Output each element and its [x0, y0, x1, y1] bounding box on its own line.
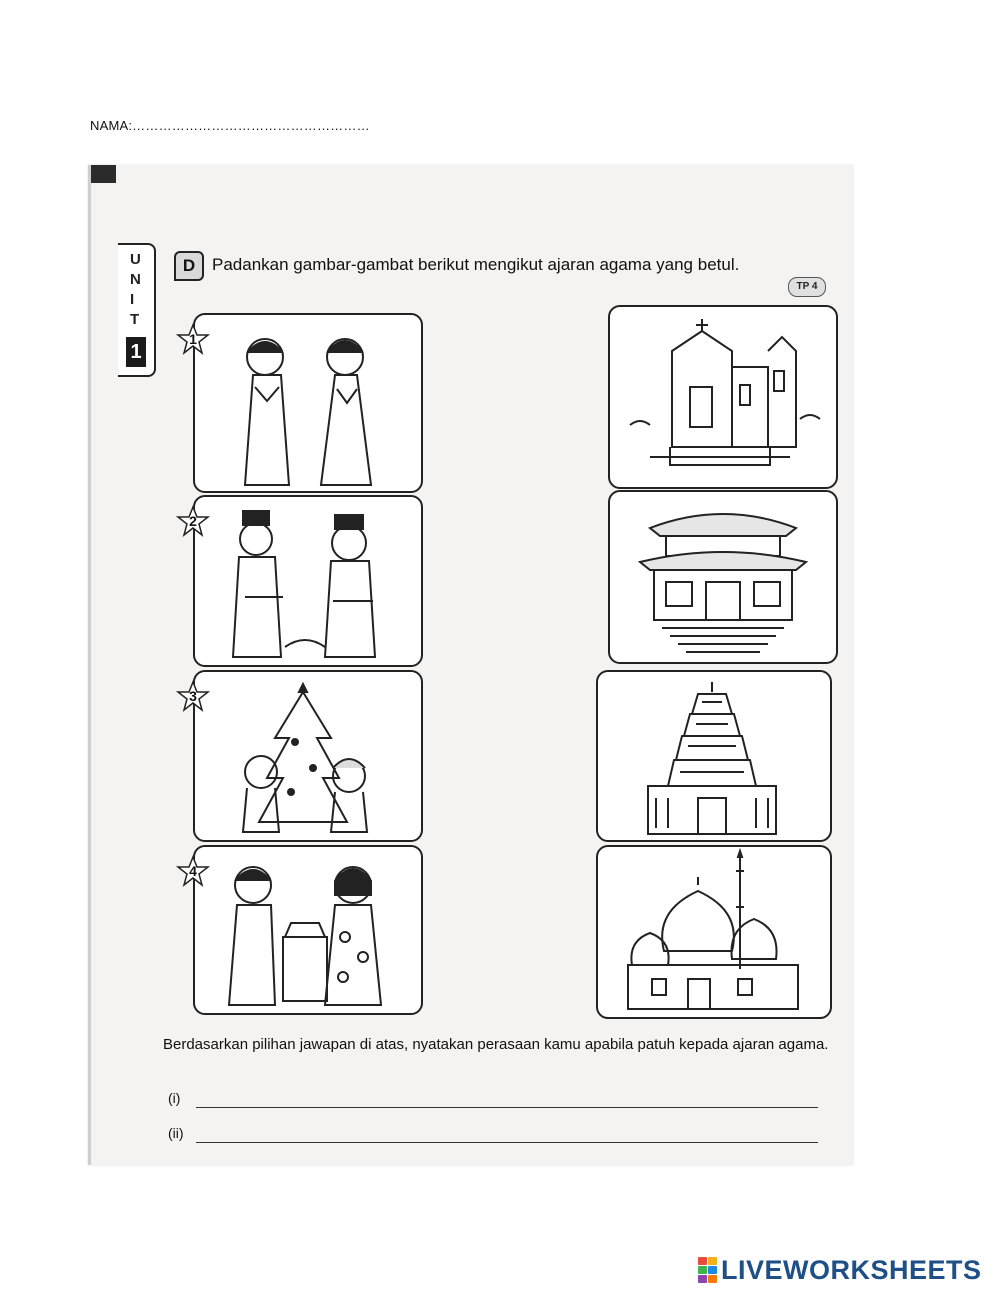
church-illustration [610, 307, 836, 487]
number-label: 3 [189, 688, 197, 704]
number-label: 1 [189, 331, 197, 347]
picture-card-christmas[interactable] [193, 670, 423, 842]
number-star-4 [176, 855, 210, 889]
boys-greeting-illustration [195, 497, 421, 665]
liveworksheets-logo [698, 1256, 982, 1284]
chinese-temple-illustration [610, 492, 836, 662]
picture-card-children-gift[interactable] [193, 845, 423, 1015]
question-text: Berdasarkan pilihan jawapan di atas, nyatakan perasaan kamu apabila patuh kepada ajaran agama. [163, 1036, 829, 1053]
picture-card-mosque[interactable] [596, 845, 832, 1019]
unit-number: 1 [126, 337, 146, 367]
hindu-temple-illustration [598, 672, 830, 840]
unit-letter: T [130, 311, 140, 328]
number-star-3 [176, 680, 210, 714]
logo-text: LIVEWORKSHEETS [721, 1254, 982, 1285]
worksheet-scan [88, 165, 853, 1165]
picture-card-church[interactable] [608, 305, 838, 489]
instruction-text: Padankan gambar-gambat berikut mengikut ajaran agama yang betul. [212, 255, 740, 274]
scan-left-edge [88, 165, 91, 1165]
picture-card-greeting-boys[interactable] [193, 495, 423, 667]
picture-card-greeting-girls[interactable] [193, 313, 423, 493]
picture-card-hindu-temple[interactable] [596, 670, 832, 842]
number-star-1 [176, 323, 210, 357]
mosque-illustration [598, 847, 830, 1017]
unit-letter: N [130, 271, 141, 288]
scan-edge-strip [88, 165, 116, 183]
christmas-tree-illustration [195, 672, 421, 840]
unit-tab [118, 243, 156, 377]
unit-letter: I [130, 291, 135, 308]
unit-letter: U [130, 251, 141, 268]
tp-badge: TP 4 [788, 277, 826, 297]
answer-label-i: (i) [168, 1090, 181, 1106]
answer-label-ii: (ii) [168, 1125, 184, 1141]
number-label: 2 [189, 513, 197, 529]
children-gift-illustration [195, 847, 421, 1013]
picture-card-chinese-temple[interactable] [608, 490, 838, 664]
section-badge: D [174, 251, 204, 281]
number-star-2 [176, 505, 210, 539]
name-field-label: NAMA:……………………………………………… [90, 118, 370, 133]
liveworksheets-logo-icon [698, 1257, 717, 1283]
number-label: 4 [189, 863, 197, 879]
answer-line-i[interactable] [196, 1105, 818, 1108]
girls-greeting-illustration [195, 315, 421, 491]
answer-line-ii[interactable] [196, 1140, 818, 1143]
